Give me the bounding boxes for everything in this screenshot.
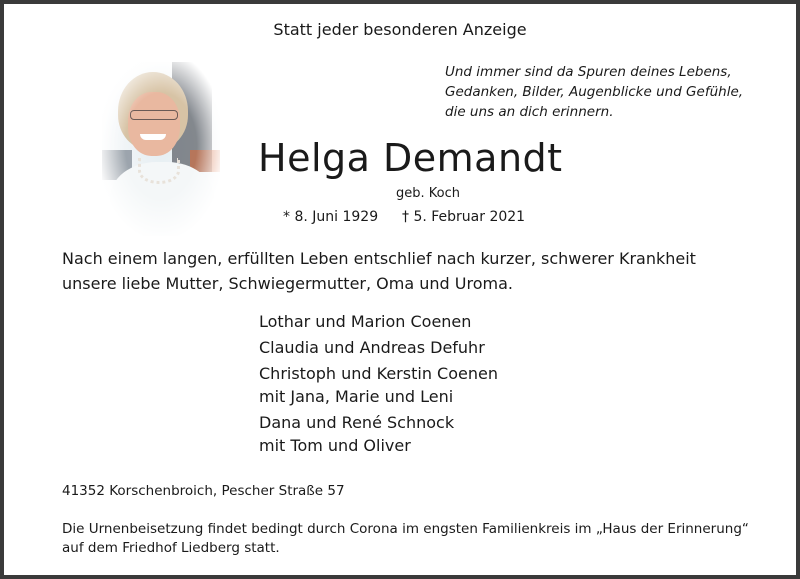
family-member: mit Tom und Oliver bbox=[259, 436, 411, 455]
birth-date: * 8. Juni 1929 bbox=[283, 209, 379, 225]
quote-line: Und immer sind da Spuren deines Lebens, bbox=[445, 64, 732, 80]
family-member: Dana und René Schnock bbox=[259, 413, 455, 432]
address: 41352 Korschenbroich, Pescher Straße 57 bbox=[62, 483, 345, 499]
header-line: Statt jeder besonderen Anzeige bbox=[273, 20, 527, 39]
quote-line: die uns an dich erinnern. bbox=[445, 104, 614, 120]
family-member: Claudia und Andreas Defuhr bbox=[259, 338, 485, 357]
quote bbox=[445, 62, 743, 122]
family-member: Christoph und Kerstin Coenen bbox=[259, 364, 498, 383]
family-member: Lothar und Marion Coenen bbox=[259, 312, 472, 331]
portrait-photo bbox=[102, 62, 220, 236]
family-member: mit Jana, Marie und Leni bbox=[259, 387, 454, 406]
deceased-name: Helga Demandt bbox=[258, 136, 563, 180]
maiden-name: geb. Koch bbox=[396, 186, 460, 201]
funeral-line: Die Urnenbeisetzung findet bedingt durch Corona im engsten Familienkreis im „Haus der Erinnerung“ bbox=[62, 521, 749, 537]
message-line: unsere liebe Mutter, Schwiegermutter, Oma und Uroma. bbox=[62, 274, 513, 293]
funeral-line: auf dem Friedhof Liedberg statt. bbox=[62, 540, 280, 556]
message-line: Nach einem langen, erfüllten Leben entschlief nach kurzer, schwerer Krankheit bbox=[62, 249, 696, 268]
death-date: † 5. Februar 2021 bbox=[402, 209, 526, 225]
quote-line: Gedanken, Bilder, Augenblicke und Gefühle, bbox=[445, 84, 744, 100]
